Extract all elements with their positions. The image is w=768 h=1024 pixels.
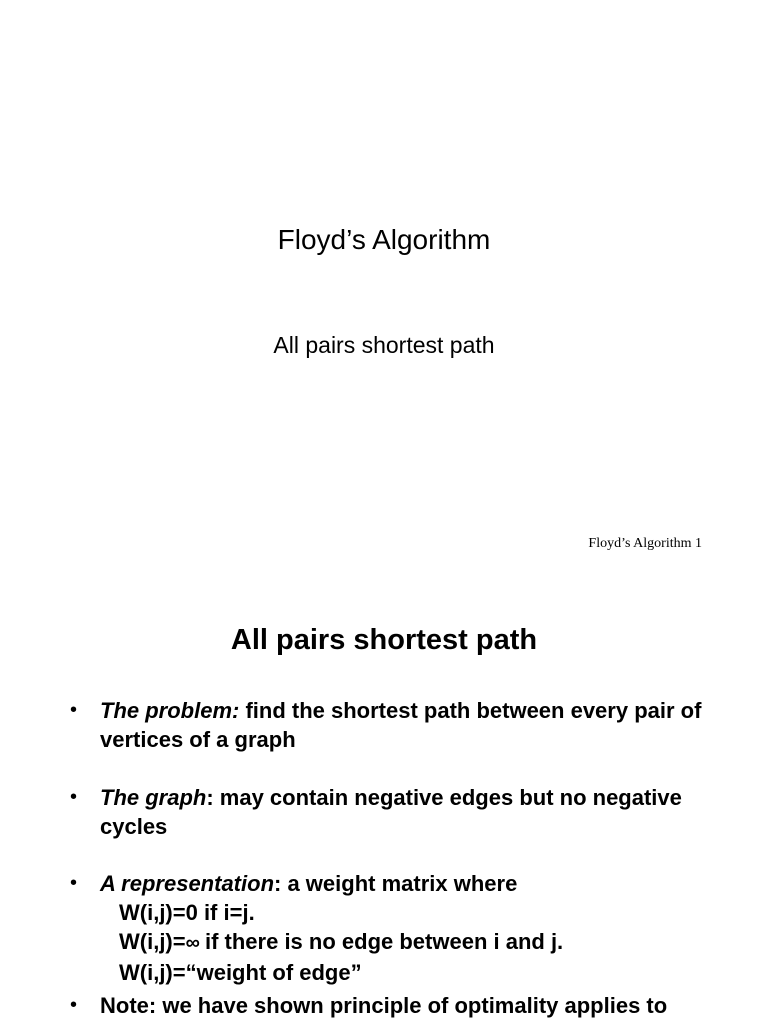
bullet-problem	[0, 696, 768, 754]
slide-1-footer: Floyd’s Algorithm 1	[588, 536, 702, 551]
bullet-icon: •	[70, 699, 78, 721]
bullet-icon: •	[70, 786, 78, 808]
bullet-icon: •	[70, 994, 78, 1016]
bullet-text: : may contain negative edges but no negative cycles	[100, 785, 682, 839]
slide-1-title: Floyd’s Algorithm	[277, 224, 491, 255]
bullet-list	[0, 696, 768, 1020]
bullet-text: : a weight matrix where	[274, 871, 518, 896]
bullet-text: Note: we have shown principle of optimality applies to	[100, 993, 668, 1018]
matrix-rule-no-edge	[100, 927, 728, 958]
matrix-rule-no-edge-suffix: if there is no edge between i and j.	[198, 929, 564, 954]
infinity-symbol: ∞	[185, 932, 199, 954]
bullet-text: find the shortest path between every pair of vertices of a graph	[100, 698, 702, 752]
matrix-rule-no-edge-prefix: W(i,j)=	[119, 929, 186, 954]
slide-1-subtitle: All pairs shortest path	[273, 332, 495, 358]
matrix-rule-diagonal: W(i,j)=0 if i=j.	[119, 900, 255, 925]
bullet-note	[0, 991, 768, 1020]
bullet-representation	[0, 869, 768, 987]
slide-2	[0, 580, 768, 1024]
bullet-lead: The problem:	[100, 698, 240, 723]
matrix-rule-weight: W(i,j)=“weight of edge”	[119, 960, 362, 985]
bullet-lead: A representation	[100, 871, 275, 896]
bullet-icon: •	[70, 872, 78, 894]
bullet-lead: The graph	[100, 785, 207, 810]
slide-2-title: All pairs shortest path	[230, 624, 538, 656]
bullet-graph	[0, 783, 768, 841]
